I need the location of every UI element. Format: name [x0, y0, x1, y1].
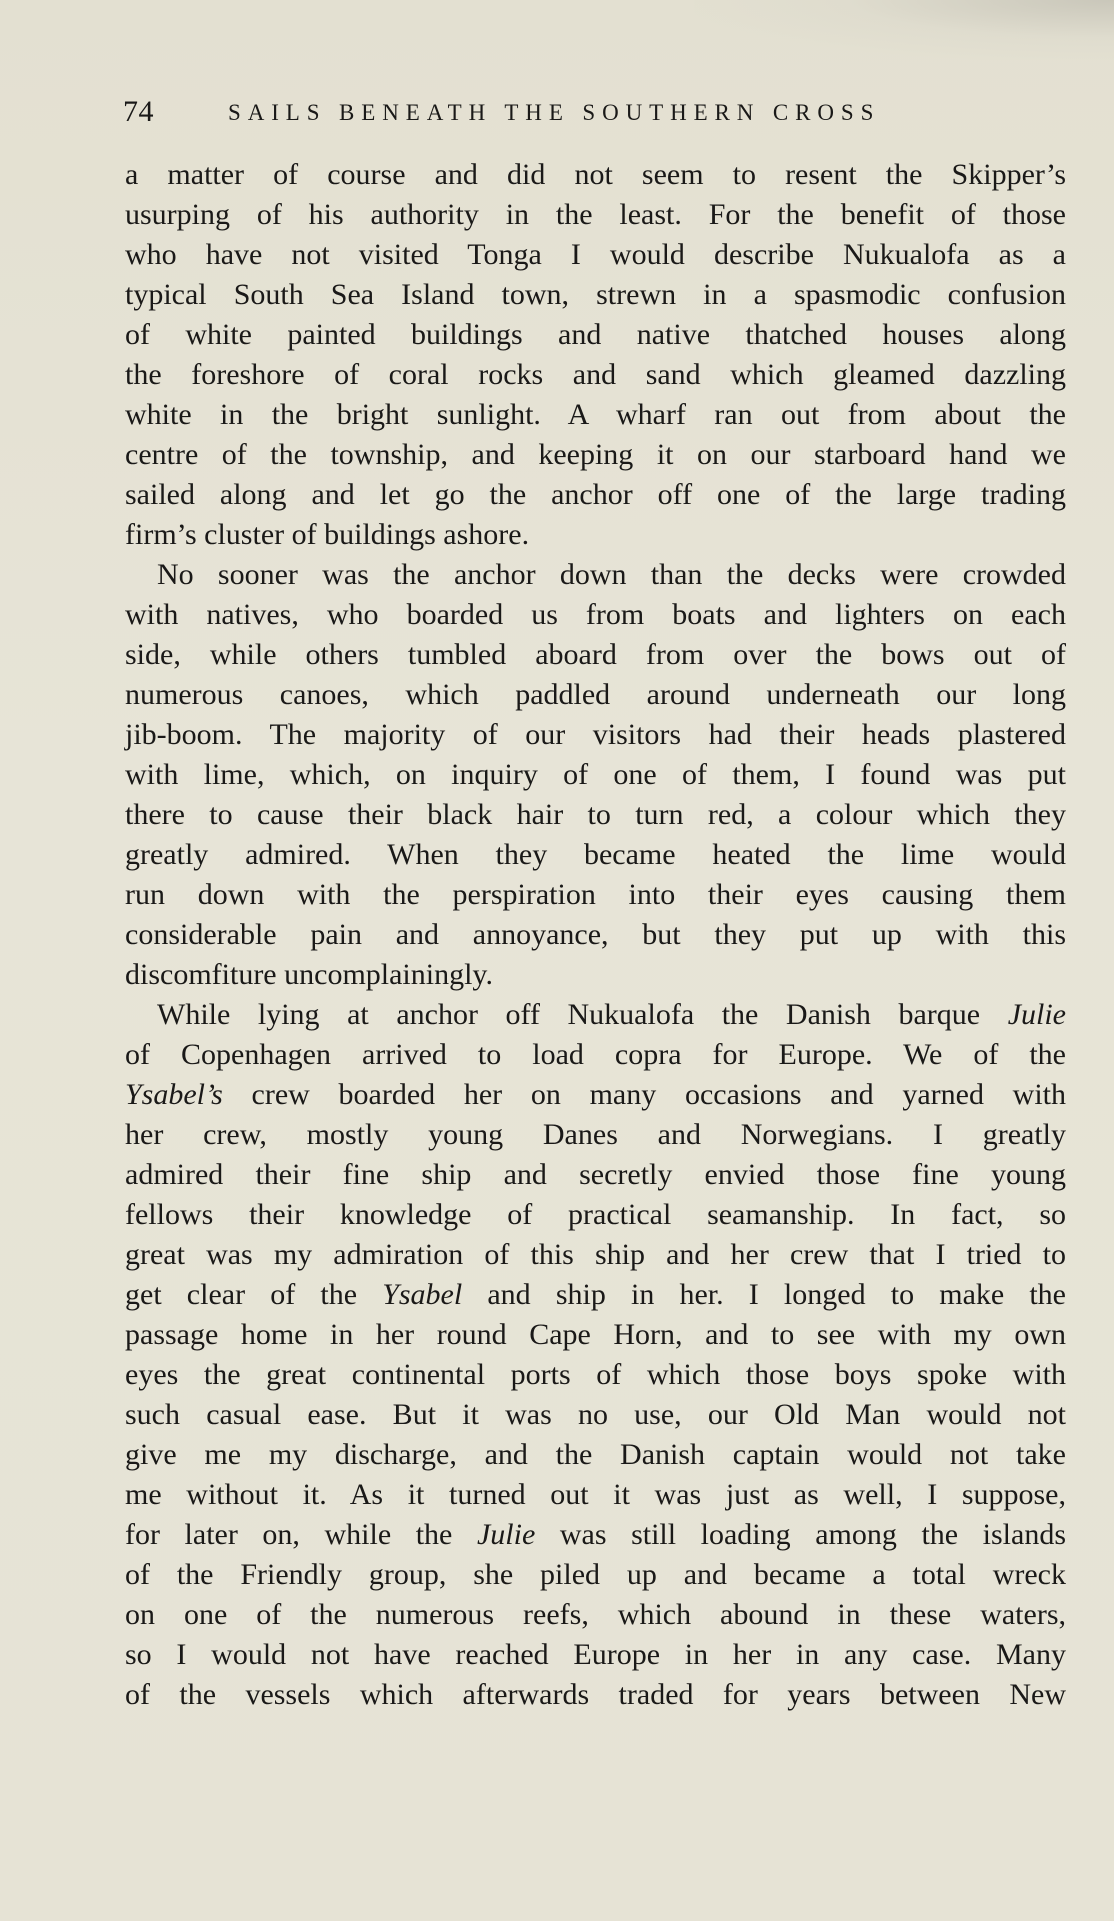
ship-name: Julie	[1007, 998, 1066, 1031]
text-line: so I would not have reached Europe in her in any case. Many	[125, 1638, 1066, 1671]
text-line: run down with the perspiration into their eyes causing them	[125, 878, 1066, 911]
text-line	[125, 1515, 1066, 1555]
text-line: considerable pain and annoyance, but they put up with this	[125, 918, 1066, 951]
text-segment: While lying at anchor off Nukualofa the Danish barque	[157, 998, 981, 1031]
text-line: with lime, which, on inquiry of one of them, I found was put	[125, 758, 1066, 791]
ship-name: Ysabel	[382, 1278, 463, 1311]
scan-shadow	[694, 0, 1114, 60]
text-segment: was still loading among the islands	[559, 1518, 1067, 1551]
text-line: of Copenhagen arrived to load copra for Europe. We of the	[125, 1038, 1066, 1071]
text-line: of white painted buildings and native thatched houses along	[125, 318, 1066, 351]
ship-name: Ysabel’s	[125, 1078, 223, 1111]
text-line: there to cause their black hair to turn red, a colour which they	[125, 798, 1066, 831]
text-segment: for later on, while the	[125, 1518, 453, 1551]
text-line	[125, 1275, 1066, 1315]
text-line: a matter of course and did not seem to resent the Skipper’s	[125, 158, 1066, 191]
text-line: passage home in her round Cape Horn, and to see with my own	[125, 1318, 1066, 1351]
text-line: fellows their knowledge of practical seamanship. In fact, so	[125, 1198, 1066, 1231]
text-line: such casual ease. But it was no use, our Old Man would not	[125, 1398, 1066, 1431]
text-line: greatly admired. When they became heated the lime would	[125, 838, 1066, 871]
ship-name: Julie	[476, 1518, 536, 1551]
page-number: 74	[123, 95, 154, 128]
text-line: of the Friendly group, she piled up and became a total wreck	[125, 1558, 1066, 1591]
text-line: the foreshore of coral rocks and sand which gleamed dazzling	[125, 358, 1066, 391]
text-line: give me my discharge, and the Danish captain would not take	[125, 1438, 1066, 1471]
text-line: eyes the great continental ports of which those boys spoke with	[125, 1358, 1066, 1391]
body-text	[125, 155, 1066, 1715]
text-line: No sooner was the anchor down than the decks were crowded	[157, 558, 1066, 591]
text-line: white in the bright sunlight. A wharf ran out from about the	[125, 398, 1066, 431]
text-line	[125, 1075, 1066, 1115]
text-line: sailed along and let go the anchor off one of the large trading	[125, 478, 1066, 511]
text-line: centre of the township, and keeping it on our starboard hand we	[125, 438, 1066, 471]
text-line: numerous canoes, which paddled around underneath our long	[125, 678, 1066, 711]
text-line: jib-boom. The majority of our visitors had their heads plastered	[125, 718, 1066, 751]
text-line: who have not visited Tonga I would describe Nukualofa as a	[125, 238, 1066, 271]
running-head	[123, 92, 1013, 132]
text-segment: crew boarded her on many occasions and yarned with	[251, 1078, 1067, 1111]
text-line: discomfiture uncomplainingly.	[125, 958, 493, 991]
text-segment: get clear of the	[125, 1278, 358, 1311]
text-line: her crew, mostly young Danes and Norwegians. I greatly	[125, 1118, 1066, 1151]
text-line: me without it. As it turned out it was just as well, I suppose,	[125, 1478, 1066, 1511]
text-line: usurping of his authority in the least. For the benefit of those	[125, 198, 1066, 231]
text-segment: and ship in her. I longed to make the	[487, 1278, 1067, 1311]
text-line: firm’s cluster of buildings ashore.	[125, 518, 530, 551]
text-line: of the vessels which afterwards traded for years between New	[125, 1678, 1066, 1711]
running-title: SAILS BENEATH THE SOUTHERN CROSS	[228, 100, 881, 125]
text-line: on one of the numerous reefs, which abound in these waters,	[125, 1598, 1066, 1631]
text-line: with natives, who boarded us from boats and lighters on each	[125, 598, 1066, 631]
text-line: typical South Sea Island town, strewn in a spasmodic confusion	[125, 278, 1066, 311]
text-line: great was my admiration of this ship and her crew that I tried to	[125, 1238, 1066, 1271]
text-line	[125, 995, 1066, 1035]
text-line: admired their fine ship and secretly envied those fine young	[125, 1158, 1066, 1191]
text-line: side, while others tumbled aboard from over the bows out of	[125, 638, 1066, 671]
